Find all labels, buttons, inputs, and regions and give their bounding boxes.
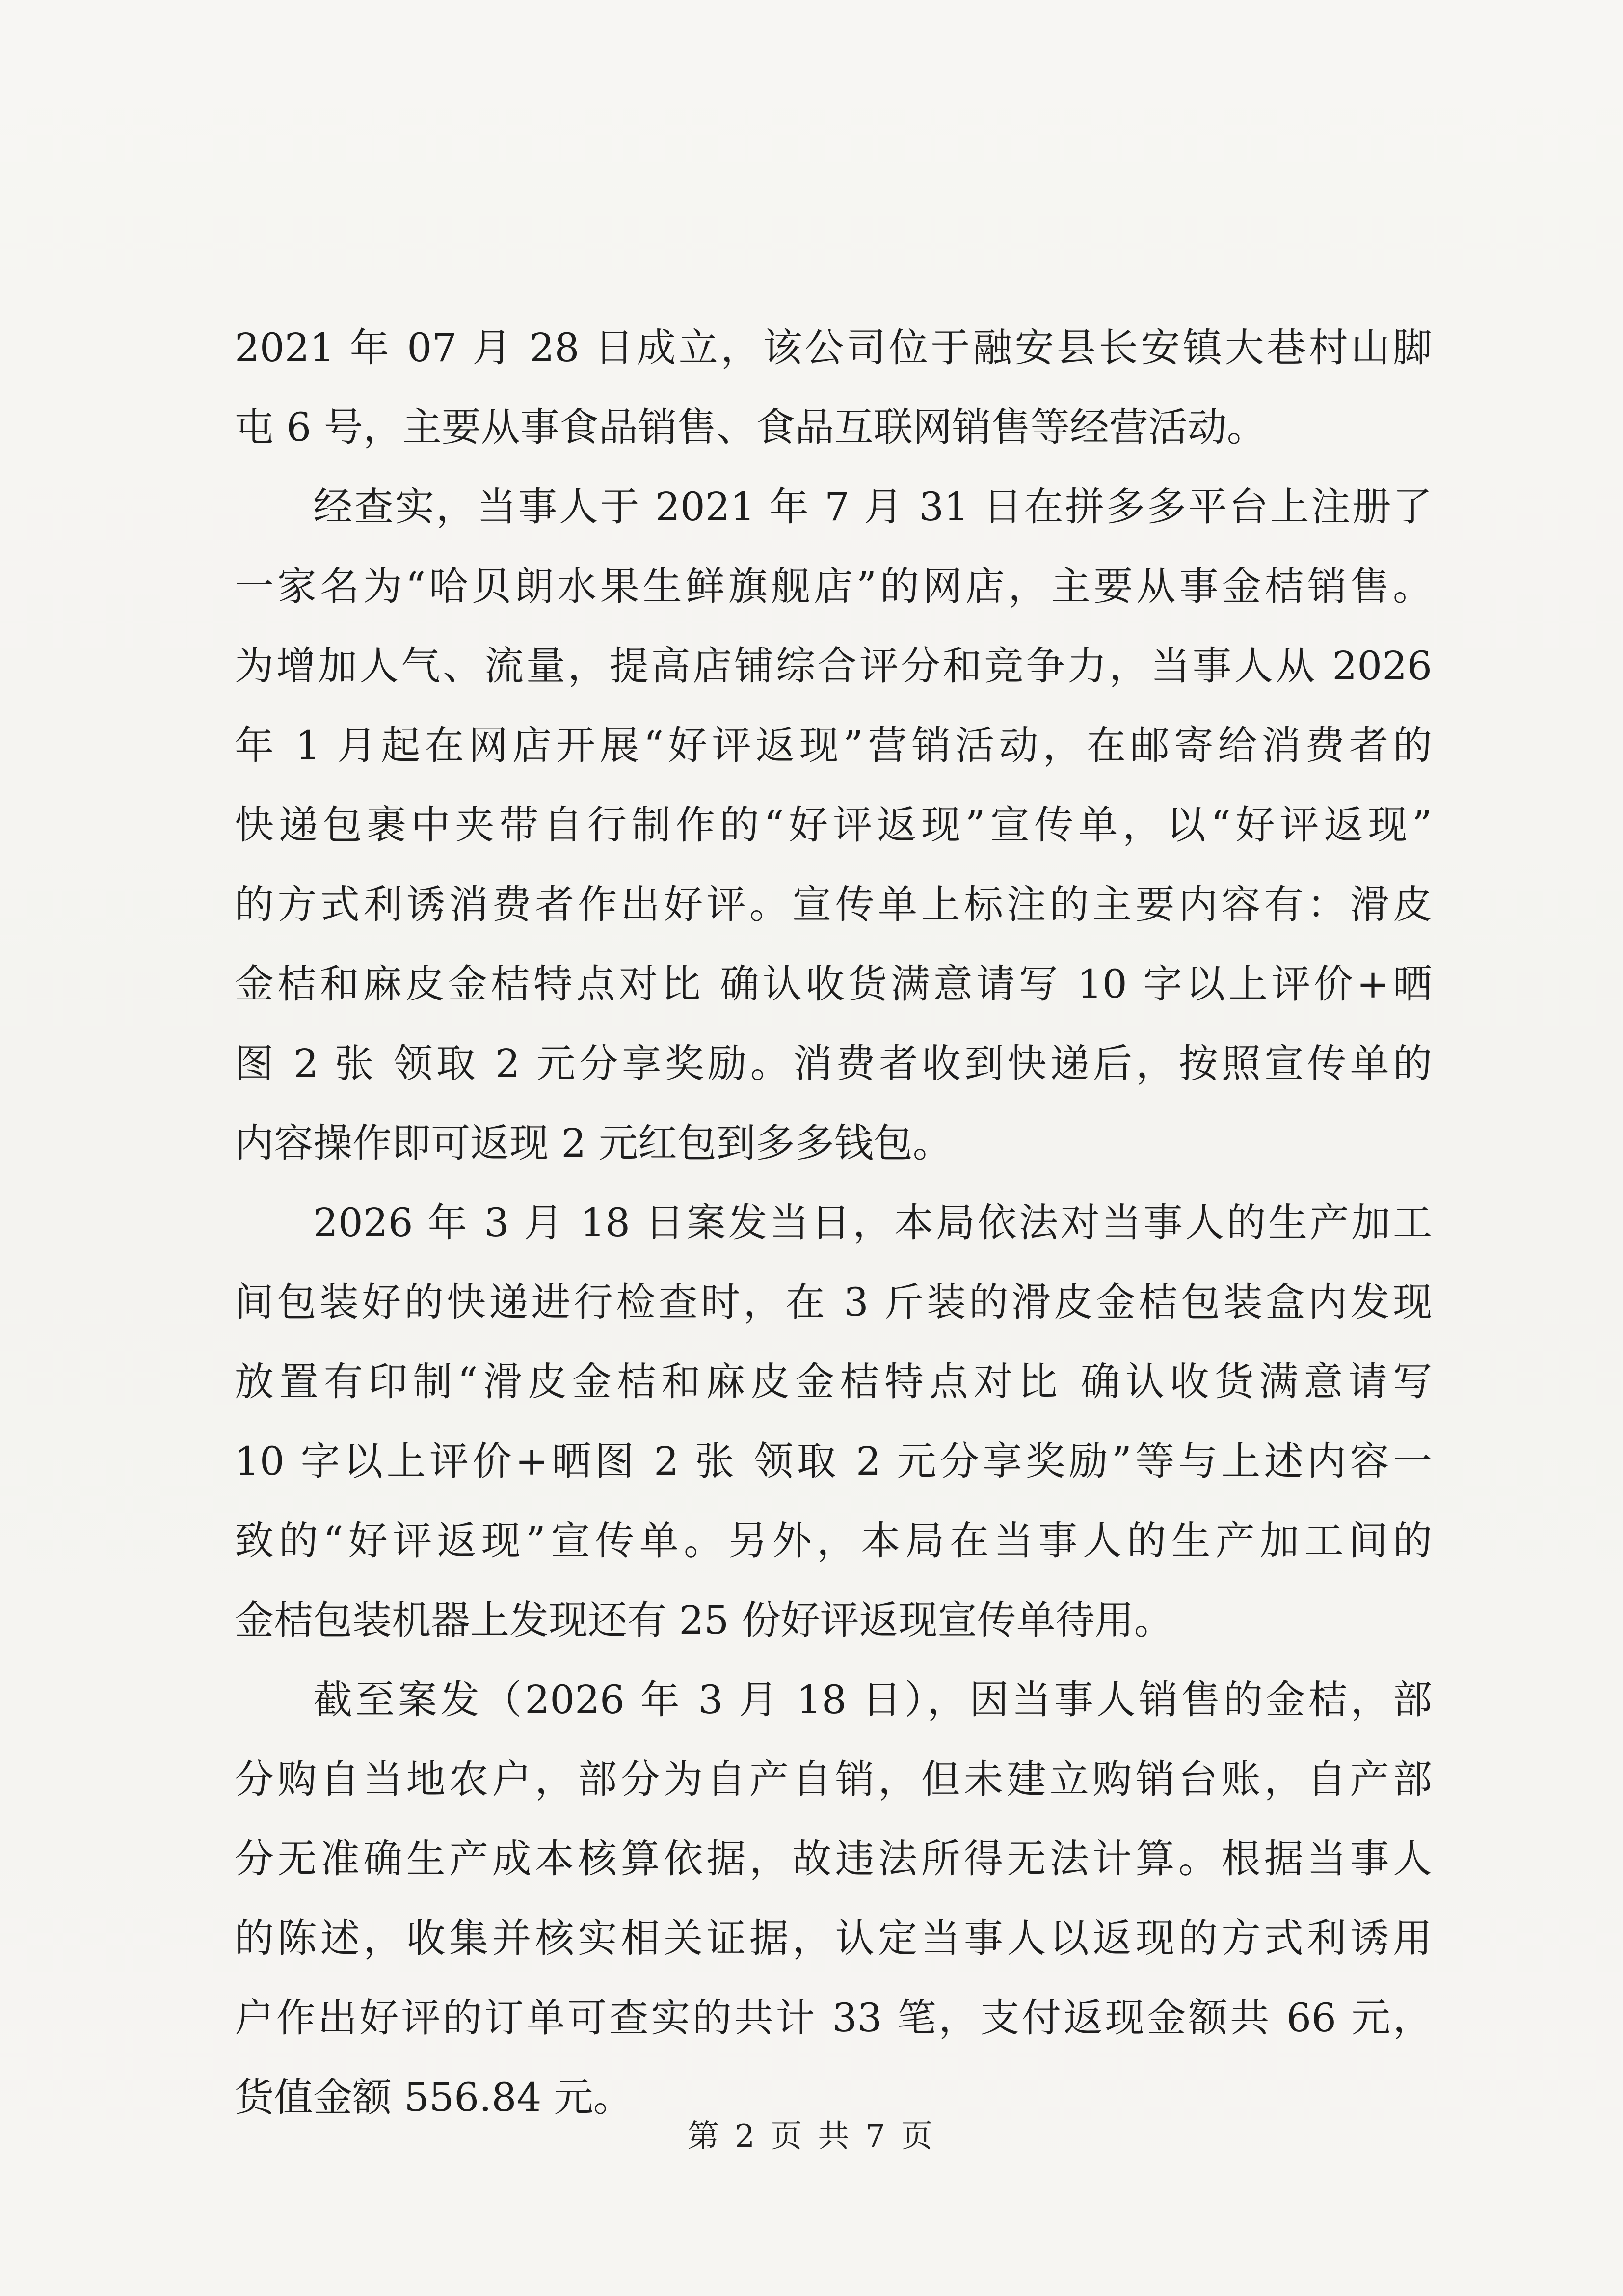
text-line: 年 1 月起在网店开展“好评返现”营销活动，在邮寄给消费者的	[235, 723, 1432, 768]
text-line: 10 字以上评价+晒图 2 张 领取 2 元分享奖励”等与上述内容一	[235, 1438, 1432, 1484]
text-line: 致的“好评返现”宣传单。另外，本局在当事人的生产加工间的	[235, 1518, 1432, 1564]
page-number-footer: 第 2 页 共 7 页	[687, 2118, 936, 2155]
text-line: 分无准确生产成本核算依据，故违法所得无法计算。根据当事人	[235, 1836, 1432, 1882]
text-line: 快递包裹中夹带自行制作的“好评返现”宣传单，以“好评返现”	[235, 802, 1432, 848]
text-line: 2021 年 07 月 28 日成立，该公司位于融安县长安镇大巷村山脚	[235, 325, 1432, 371]
text-line: 图 2 张 领取 2 元分享奖励。消费者收到快递后，按照宣传单的	[235, 1041, 1432, 1086]
text-line: 一家名为“哈贝朗水果生鲜旗舰店”的网店，主要从事金桔销售。	[235, 564, 1432, 609]
text-line: 金桔和麻皮金桔特点对比 确认收货满意请写 10 字以上评价+晒	[235, 961, 1432, 1007]
text-line: 的陈述，收集并核实相关证据，认定当事人以返现的方式利诱用	[235, 1916, 1432, 1961]
text-line: 分购自当地农户，部分为自产自销，但未建立购销台账，自产部	[235, 1756, 1432, 1802]
paragraph-first-line: 2026 年 3 月 18 日案发当日，本局依法对当事人的生产加工	[313, 1200, 1432, 1245]
text-line: 为增加人气、流量，提高店铺综合评分和竞争力，当事人从 2026	[235, 643, 1432, 689]
paragraph-first-line: 经查实，当事人于 2021 年 7 月 31 日在拼多多平台上注册了	[313, 484, 1432, 530]
text-line: 放置有印制“滑皮金桔和麻皮金桔特点对比 确认收货满意请写	[235, 1359, 1432, 1405]
text-line: 屯 6 号，主要从事食品销售、食品互联网销售等经营活动。	[235, 405, 1266, 450]
paragraph-first-line: 截至案发（2026 年 3 月 18 日），因当事人销售的金桔，部	[313, 1677, 1432, 1723]
document-body	[235, 308, 1432, 2137]
text-line: 金桔包装机器上发现还有 25 份好评返现宣传单待用。	[235, 1597, 1173, 1643]
text-line: 内容操作即可返现 2 元红包到多多钱包。	[235, 1120, 952, 1166]
text-line: 的方式利诱消费者作出好评。宣传单上标注的主要内容有：滑皮	[235, 882, 1432, 927]
text-line: 间包装好的快递进行检查时，在 3 斤装的滑皮金桔包装盒内发现	[235, 1279, 1432, 1325]
text-line: 户作出好评的订单可查实的共计 33 笔，支付返现金额共 66 元，	[235, 1995, 1432, 2041]
text-line: 货值金额 556.84 元。	[235, 2075, 633, 2120]
